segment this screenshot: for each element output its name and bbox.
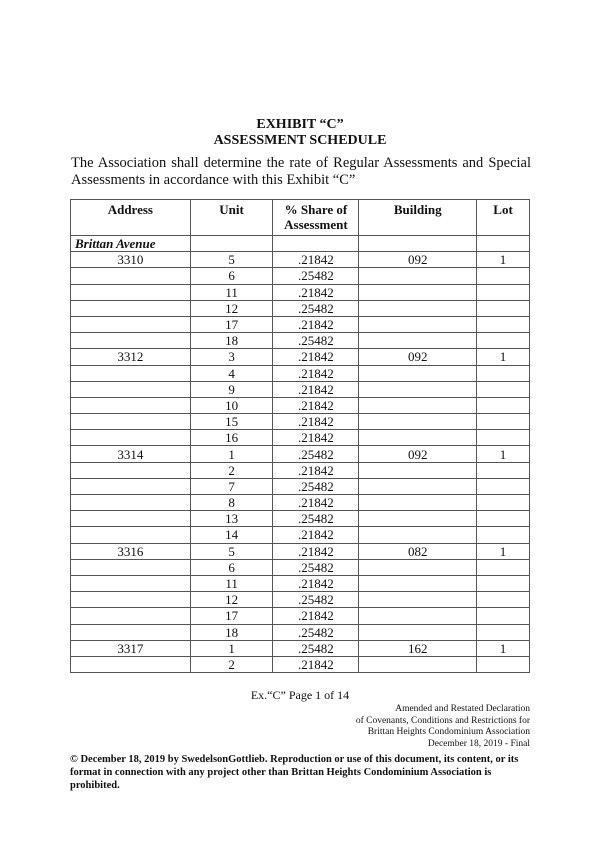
address-cell: 3310	[71, 252, 191, 268]
table-row	[71, 478, 530, 494]
table-row	[71, 414, 530, 430]
unit-cell: 18	[190, 624, 273, 640]
building-cell	[359, 592, 477, 608]
building-cell	[359, 462, 477, 478]
building-cell: 092	[359, 252, 477, 268]
share-cell: .25482	[273, 559, 359, 575]
page-number: Ex.“C” Page 1 of 14	[250, 688, 350, 702]
table-row	[71, 397, 530, 413]
table-row	[71, 511, 530, 527]
lot-cell	[477, 592, 530, 608]
table-row	[71, 268, 530, 284]
unit-cell: 12	[190, 592, 273, 608]
address-cell	[71, 624, 191, 640]
copyright-notice: © December 18, 2019 by SwedelsonGottlieb. Reproduction or use of this document, its content, or its format in connection with any project other than Brittan Heights Condominium Association is prohibited.	[70, 754, 519, 791]
address-cell: 3312	[71, 349, 191, 365]
unit-cell: 10	[190, 397, 273, 413]
unit-cell: 11	[190, 284, 273, 300]
address-cell	[71, 381, 191, 397]
lot-cell	[477, 511, 530, 527]
lot-cell	[477, 333, 530, 349]
building-cell	[359, 300, 477, 316]
header-building: Building	[359, 200, 477, 236]
share-cell: .21842	[273, 608, 359, 624]
building-cell	[359, 608, 477, 624]
assessment-table	[70, 199, 530, 673]
table-row	[71, 300, 530, 316]
unit-cell: 14	[190, 527, 273, 543]
lot-cell	[477, 478, 530, 494]
empty-cell	[190, 236, 273, 252]
address-cell	[71, 284, 191, 300]
declaration-line: of Covenants, Conditions and Restrictions for	[355, 715, 530, 726]
header-share: % Share of Assessment	[273, 200, 359, 236]
lot-cell	[477, 284, 530, 300]
building-cell	[359, 559, 477, 575]
table-row	[71, 349, 530, 365]
address-cell	[71, 300, 191, 316]
share-cell: .25482	[273, 640, 359, 656]
table-row	[71, 495, 530, 511]
unit-cell: 11	[190, 575, 273, 591]
unit-cell: 2	[190, 462, 273, 478]
lot-cell	[477, 559, 530, 575]
street-row	[71, 236, 530, 252]
share-cell: .21842	[273, 430, 359, 446]
table-row	[71, 446, 530, 462]
address-cell	[71, 462, 191, 478]
table-row	[71, 575, 530, 591]
address-cell	[71, 268, 191, 284]
address-cell	[71, 397, 191, 413]
unit-cell: 4	[190, 365, 273, 381]
lot-cell	[477, 462, 530, 478]
header-lot: Lot	[477, 200, 530, 236]
share-cell: .21842	[273, 575, 359, 591]
building-cell	[359, 365, 477, 381]
lot-cell: 1	[477, 446, 530, 462]
share-cell: .25482	[273, 300, 359, 316]
lot-cell	[477, 495, 530, 511]
lot-cell	[477, 268, 530, 284]
intro-paragraph: The Association shall determine the rate of Regular Assessments and Special Assessments in accordance with this Exhibit “C”	[71, 155, 531, 188]
share-cell: .25482	[273, 478, 359, 494]
building-cell	[359, 414, 477, 430]
address-cell: 3317	[71, 640, 191, 656]
share-cell: .21842	[273, 252, 359, 268]
building-cell	[359, 656, 477, 672]
building-cell	[359, 316, 477, 332]
lot-cell	[477, 656, 530, 672]
table-row	[71, 624, 530, 640]
share-cell: .21842	[273, 462, 359, 478]
share-cell: .21842	[273, 349, 359, 365]
share-cell: .25482	[273, 268, 359, 284]
table-row	[71, 316, 530, 332]
unit-cell: 17	[190, 316, 273, 332]
share-cell: .21842	[273, 397, 359, 413]
lot-cell	[477, 608, 530, 624]
building-cell	[359, 284, 477, 300]
table-row	[71, 640, 530, 656]
unit-cell: 2	[190, 656, 273, 672]
share-cell: .21842	[273, 495, 359, 511]
declaration-line: December 18, 2019 - Final	[427, 738, 530, 749]
building-cell	[359, 333, 477, 349]
table-row	[71, 252, 530, 268]
table-row	[71, 543, 530, 559]
address-cell	[71, 365, 191, 381]
address-cell	[71, 592, 191, 608]
lot-cell: 1	[477, 543, 530, 559]
exhibit-title: EXHIBIT “C”	[256, 117, 344, 132]
unit-cell: 7	[190, 478, 273, 494]
schedule-title: ASSESSMENT SCHEDULE	[213, 133, 387, 148]
table-header-row	[71, 200, 530, 236]
unit-cell: 16	[190, 430, 273, 446]
building-cell	[359, 430, 477, 446]
share-cell: .21842	[273, 284, 359, 300]
lot-cell: 1	[477, 640, 530, 656]
address-cell	[71, 559, 191, 575]
share-cell: .21842	[273, 527, 359, 543]
declaration-line: Brittan Heights Condominium Association	[367, 727, 530, 737]
lot-cell	[477, 365, 530, 381]
share-cell: .21842	[273, 656, 359, 672]
building-cell: 092	[359, 349, 477, 365]
building-cell	[359, 624, 477, 640]
unit-cell: 6	[190, 559, 273, 575]
lot-cell	[477, 527, 530, 543]
lot-cell: 1	[477, 252, 530, 268]
header-unit: Unit	[190, 200, 273, 236]
lot-cell: 1	[477, 349, 530, 365]
unit-cell: 15	[190, 414, 273, 430]
building-cell	[359, 527, 477, 543]
share-cell: .21842	[273, 543, 359, 559]
header-address: Address	[71, 200, 191, 236]
unit-cell: 1	[190, 446, 273, 462]
unit-cell: 9	[190, 381, 273, 397]
building-cell	[359, 397, 477, 413]
address-cell	[71, 656, 191, 672]
lot-cell	[477, 381, 530, 397]
share-cell: .25482	[273, 446, 359, 462]
table-row	[71, 656, 530, 672]
declaration-note	[356, 704, 530, 750]
lot-cell	[477, 575, 530, 591]
unit-cell: 17	[190, 608, 273, 624]
address-cell	[71, 527, 191, 543]
building-cell	[359, 575, 477, 591]
unit-cell: 12	[190, 300, 273, 316]
unit-cell: 8	[190, 495, 273, 511]
address-cell	[71, 414, 191, 430]
unit-cell: 18	[190, 333, 273, 349]
building-cell	[359, 381, 477, 397]
share-cell: .21842	[273, 381, 359, 397]
table-row	[71, 608, 530, 624]
unit-cell: 5	[190, 543, 273, 559]
lot-cell	[477, 316, 530, 332]
building-cell: 082	[359, 543, 477, 559]
street-name: Brittan Avenue	[71, 236, 191, 252]
address-cell: 3316	[71, 543, 191, 559]
address-cell: 3314	[71, 446, 191, 462]
lot-cell	[477, 430, 530, 446]
empty-cell	[273, 236, 359, 252]
share-cell: .21842	[273, 365, 359, 381]
table-row	[71, 333, 530, 349]
empty-cell	[359, 236, 477, 252]
lot-cell	[477, 300, 530, 316]
table-row	[71, 592, 530, 608]
table-row	[71, 284, 530, 300]
table-row	[71, 430, 530, 446]
address-cell	[71, 575, 191, 591]
share-cell: .25482	[273, 333, 359, 349]
share-cell: .21842	[273, 316, 359, 332]
address-cell	[71, 333, 191, 349]
table-row	[71, 381, 530, 397]
unit-cell: 13	[190, 511, 273, 527]
address-cell	[71, 511, 191, 527]
address-cell	[71, 495, 191, 511]
unit-cell: 3	[190, 349, 273, 365]
unit-cell: 1	[190, 640, 273, 656]
address-cell	[71, 608, 191, 624]
lot-cell	[477, 397, 530, 413]
building-cell: 092	[359, 446, 477, 462]
table-row	[71, 527, 530, 543]
table-row	[71, 365, 530, 381]
lot-cell	[477, 624, 530, 640]
address-cell	[71, 478, 191, 494]
building-cell	[359, 268, 477, 284]
declaration-line: Amended and Restated Declaration	[395, 704, 530, 714]
building-cell	[359, 495, 477, 511]
table-row	[71, 462, 530, 478]
lot-cell	[477, 414, 530, 430]
building-cell: 162	[359, 640, 477, 656]
unit-cell: 5	[190, 252, 273, 268]
share-cell: .25482	[273, 592, 359, 608]
table-row	[71, 559, 530, 575]
share-cell: .25482	[273, 511, 359, 527]
empty-cell	[477, 236, 530, 252]
address-cell	[71, 316, 191, 332]
unit-cell: 6	[190, 268, 273, 284]
building-cell	[359, 478, 477, 494]
share-cell: .25482	[273, 624, 359, 640]
building-cell	[359, 511, 477, 527]
address-cell	[71, 430, 191, 446]
share-cell: .21842	[273, 414, 359, 430]
